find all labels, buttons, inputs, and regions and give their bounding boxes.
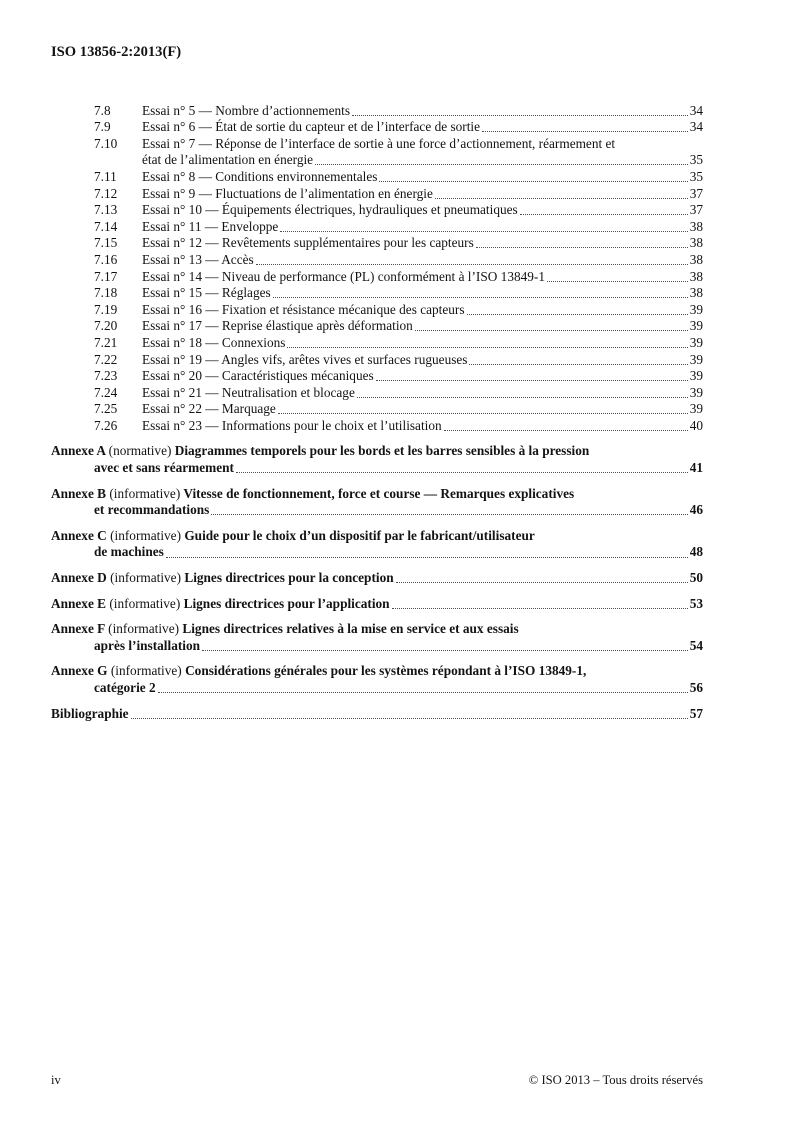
dotted-leader <box>444 430 688 431</box>
dotted-leader <box>469 364 687 365</box>
section-number: 7.22 <box>94 351 118 367</box>
annex-kind: (informative) <box>108 621 180 637</box>
page-number: 37 <box>689 185 703 201</box>
page-number: 38 <box>689 268 703 284</box>
dotted-leader <box>482 131 688 132</box>
page-number: 48 <box>689 544 703 560</box>
page-number: 46 <box>689 502 703 518</box>
section-number: 7.23 <box>94 368 118 384</box>
page-number: 39 <box>689 318 703 334</box>
annex-title-continued: de machines <box>94 544 164 560</box>
dotted-leader <box>278 413 688 414</box>
page-number: 56 <box>689 680 703 695</box>
toc-annex-entry <box>51 443 703 476</box>
page-footer <box>51 1072 703 1089</box>
annex-kind: (informative) <box>109 485 181 501</box>
toc-bibliography-entry <box>51 706 703 723</box>
section-title: Essai n° 21 — Neutralisation et blocage <box>142 384 355 400</box>
annex-label: Annexe C <box>51 527 107 543</box>
dotted-leader <box>520 214 688 215</box>
section-number: 7.8 <box>94 102 111 118</box>
section-number: 7.12 <box>94 185 118 201</box>
page-number: 35 <box>689 168 703 184</box>
annex-title: Lignes directrices pour l’application <box>183 595 390 611</box>
dotted-leader <box>131 718 688 719</box>
dotted-leader <box>280 231 687 232</box>
section-title: Essai n° 15 — Réglages <box>142 285 271 301</box>
page-number: 39 <box>689 401 703 417</box>
dotted-leader <box>315 164 688 165</box>
annex-title: Vitesse de fonctionnement, force et course — Remarques explicatives <box>183 485 575 501</box>
toc-annex-entry <box>51 663 703 696</box>
section-number: 7.20 <box>94 318 118 334</box>
section-number: 7.13 <box>94 202 118 218</box>
dotted-leader <box>415 330 688 331</box>
annex-title: Lignes directrices relatives à la mise en service et aux essais <box>182 621 519 637</box>
annex-title: Lignes directrices pour la conception <box>184 570 394 586</box>
dotted-leader <box>547 281 688 282</box>
toc-entry <box>51 252 703 269</box>
annex-label: Annexe E <box>51 595 107 611</box>
toc-annex-entry <box>51 596 703 613</box>
toc-entry <box>51 368 703 385</box>
page-number: 38 <box>689 251 703 267</box>
toc-entry <box>51 202 703 219</box>
dotted-leader <box>256 264 688 265</box>
page-number: 39 <box>689 301 703 317</box>
page-number: 39 <box>689 368 703 384</box>
section-title: Essai n° 8 — Conditions environnementales <box>142 168 378 184</box>
section-title: Essai n° 7 — Réponse de l’interface de sortie à une force d’actionnement, réarmement et <box>142 135 616 151</box>
section-number: 7.15 <box>94 235 118 251</box>
section-number: 7.10 <box>94 135 118 151</box>
page-number: 34 <box>689 102 703 118</box>
dotted-leader <box>211 514 687 515</box>
toc-entry <box>51 418 703 435</box>
section-title: Essai n° 10 — Équipements électriques, hydrauliques et pneumatiques <box>142 202 518 218</box>
toc-entry <box>51 269 703 286</box>
annex-title-continued: et recommandations <box>94 502 210 518</box>
toc-entry <box>51 119 703 136</box>
annex-kind: (informative) <box>110 663 182 679</box>
section-title-continued: état de l’alimentation en énergie <box>142 152 314 168</box>
toc-entry <box>51 302 703 319</box>
annex-kind: (normative) <box>108 443 172 459</box>
section-number: 7.9 <box>94 119 111 135</box>
dotted-leader <box>236 472 688 473</box>
toc-entry <box>51 169 703 186</box>
page-number: 57 <box>689 705 703 721</box>
bibliography-label: Bibliographie <box>51 705 129 721</box>
section-number: 7.17 <box>94 268 118 284</box>
dotted-leader <box>158 692 688 693</box>
annex-title: Diagrammes temporels pour les bords et les barres sensibles à la pression <box>174 443 590 459</box>
page-number: 53 <box>689 595 703 611</box>
dotted-leader <box>202 650 688 651</box>
page-number: 54 <box>689 637 703 653</box>
page-number: 37 <box>689 202 703 218</box>
section-number: 7.19 <box>94 301 118 317</box>
page-number: 38 <box>689 218 703 234</box>
section-title: Essai n° 23 — Informations pour le choix et l’utilisation <box>142 417 442 433</box>
section-title: Essai n° 20 — Caractéristiques mécaniques <box>142 368 374 384</box>
page-number: 34 <box>689 119 703 135</box>
page-number: 38 <box>689 285 703 301</box>
toc-entry <box>51 235 703 252</box>
annex-label: Annexe A <box>51 443 106 459</box>
dotted-leader <box>467 314 688 315</box>
section-title: Essai n° 11 — Enveloppe <box>142 218 279 234</box>
page-number: 40 <box>689 417 703 433</box>
toc-entry <box>51 352 703 369</box>
toc-annex-entry <box>51 486 703 519</box>
dotted-leader <box>352 115 688 116</box>
copyright-notice: © ISO 2013 – Tous droits réservés <box>528 1073 703 1088</box>
toc-entry <box>51 335 703 352</box>
annex-kind: (informative) <box>110 570 181 586</box>
section-title: Essai n° 13 — Accès <box>142 251 254 267</box>
page-number: 50 <box>689 570 703 586</box>
section-title: Essai n° 14 — Niveau de performance (PL) conformément à l’ISO 13849-1 <box>142 268 545 284</box>
table-of-contents <box>51 103 703 723</box>
dotted-leader <box>476 247 688 248</box>
toc-entry <box>51 401 703 418</box>
annex-label: Annexe F <box>51 621 105 637</box>
annex-title-continued: catégorie 2 <box>94 680 156 695</box>
section-title: Essai n° 6 — État de sortie du capteur et de l’interface de sortie <box>142 119 480 135</box>
dotted-leader <box>166 557 688 558</box>
dotted-leader <box>376 380 688 381</box>
section-title: Essai n° 16 — Fixation et résistance mécanique des capteurs <box>142 301 465 317</box>
section-number: 7.24 <box>94 384 118 400</box>
section-title: Essai n° 5 — Nombre d’actionnements <box>142 102 351 118</box>
section-number: 7.21 <box>94 334 118 350</box>
dotted-leader <box>287 347 687 348</box>
section-number: 7.11 <box>94 168 117 184</box>
page-number: 39 <box>689 384 703 400</box>
section-title: Essai n° 9 — Fluctuations de l’alimentation en énergie <box>142 185 433 201</box>
page-number: 39 <box>689 351 703 367</box>
annex-title: Guide pour le choix d’un dispositif par le fabricant/utilisateur <box>184 527 535 543</box>
section-title: Essai n° 18 — Connexions <box>142 334 286 350</box>
dotted-leader <box>379 181 687 182</box>
toc-entry <box>51 136 703 169</box>
toc-entry <box>51 285 703 302</box>
annex-title-continued: après l’installation <box>94 637 201 653</box>
annex-label: Annexe D <box>51 570 107 586</box>
section-title: Essai n° 19 — Angles vifs, arêtes vives et surfaces rugueuses <box>142 351 468 367</box>
section-number: 7.26 <box>94 417 118 433</box>
section-number: 7.14 <box>94 218 118 234</box>
toc-entry <box>51 186 703 203</box>
toc-annex-entry <box>51 621 703 654</box>
annex-label: Annexe G <box>51 663 108 679</box>
dotted-leader <box>273 297 688 298</box>
page-number: 39 <box>689 334 703 350</box>
annex-kind: (informative) <box>110 527 181 543</box>
page-number: 41 <box>689 460 703 476</box>
section-number: 7.16 <box>94 251 118 267</box>
document-reference: ISO 13856-2:2013(F) <box>51 44 182 60</box>
toc-entry <box>51 103 703 120</box>
annex-title: Considérations générales pour les systèmes répondant à l’ISO 13849-1, <box>185 663 587 679</box>
annex-title-continued: avec et sans réarmement <box>94 460 234 476</box>
toc-annex-entry <box>51 570 703 587</box>
toc-entry <box>51 318 703 335</box>
annex-kind: (informative) <box>109 595 181 611</box>
page-number: 35 <box>689 152 703 168</box>
dotted-leader <box>392 608 688 609</box>
page-number: 38 <box>689 235 703 251</box>
folio-page-number: iv <box>51 1073 61 1088</box>
section-title: Essai n° 12 — Revêtements supplémentaires pour les capteurs <box>142 235 474 251</box>
toc-annex-entry <box>51 528 703 561</box>
dotted-leader <box>435 198 688 199</box>
toc-entry <box>51 385 703 402</box>
section-title: Essai n° 17 — Reprise élastique après déformation <box>142 318 413 334</box>
dotted-leader <box>357 397 688 398</box>
annex-label: Annexe B <box>51 485 107 501</box>
toc-entry <box>51 219 703 236</box>
toc-annexes <box>51 443 703 722</box>
section-number: 7.25 <box>94 401 118 417</box>
section-title: Essai n° 22 — Marquage <box>142 401 276 417</box>
section-number: 7.18 <box>94 285 118 301</box>
dotted-leader <box>396 582 688 583</box>
